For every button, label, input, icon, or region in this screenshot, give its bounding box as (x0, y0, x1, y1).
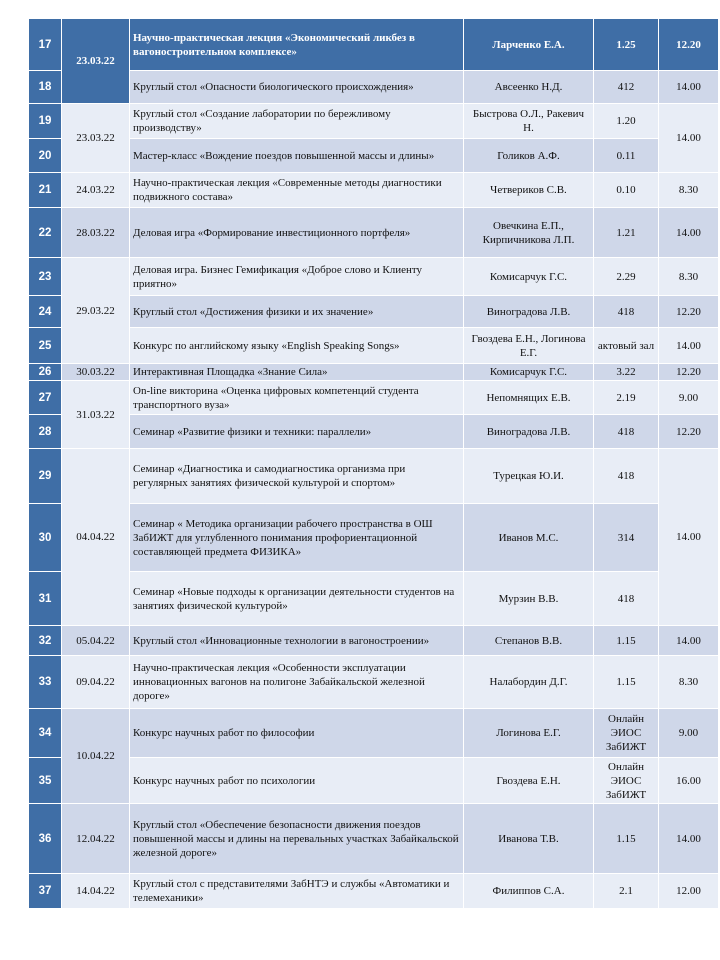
row-number: 33 (29, 656, 62, 709)
time-cell: 8.30 (659, 656, 719, 709)
table-row (29, 364, 719, 381)
event-cell: Мастер-класс «Вождение поездов повышенной массы и длины» (130, 139, 464, 173)
person-cell: Овечкина Е.П., Кирпичникова Л.П. (464, 208, 594, 258)
person-cell: Гвоздева Е.Н., Логинова Е.Г. (464, 328, 594, 364)
time-cell: 14.00 (659, 328, 719, 364)
row-number: 19 (29, 104, 62, 139)
row-number: 37 (29, 874, 62, 909)
event-cell: Деловая игра. Бизнес Гемификация «Доброе слово и Клиенту приятно» (130, 258, 464, 296)
time-cell: 12.20 (659, 19, 719, 71)
person-cell: Мурзин В.В. (464, 572, 594, 626)
table-row (29, 296, 719, 328)
event-cell: Круглый стол «Создание лаборатории по бережливому производству» (130, 104, 464, 139)
room-cell: 2.29 (594, 258, 659, 296)
table-row (29, 328, 719, 364)
table-row (29, 258, 719, 296)
event-cell: Конкурс научных работ по психологии (130, 758, 464, 804)
row-number: 34 (29, 709, 62, 758)
person-cell: Налабордин Д.Г. (464, 656, 594, 709)
time-cell: 14.00 (659, 104, 719, 173)
time-cell: 12.00 (659, 874, 719, 909)
table-row (29, 656, 719, 709)
event-cell: Семинар «Новые подходы к организации деятельности студентов на занятиях физической культурой» (130, 572, 464, 626)
room-cell: 1.15 (594, 656, 659, 709)
person-cell: Ларченко Е.А. (464, 19, 594, 71)
date-cell: 10.04.22 (62, 709, 130, 804)
date-cell: 09.04.22 (62, 656, 130, 709)
row-number: 29 (29, 449, 62, 504)
event-cell: Научно-практическая лекция «Экономический ликбез в вагоностроительном комплексе» (130, 19, 464, 71)
table-row (29, 626, 719, 656)
row-number: 35 (29, 758, 62, 804)
time-cell: 14.00 (659, 626, 719, 656)
time-cell: 9.00 (659, 381, 719, 415)
person-cell: Гвоздева Е.Н. (464, 758, 594, 804)
row-number: 24 (29, 296, 62, 328)
room-cell: Онлайн ЭИОС ЗабИЖТ (594, 709, 659, 758)
time-cell: 14.00 (659, 208, 719, 258)
room-cell: 418 (594, 572, 659, 626)
event-cell: Круглый стол «Инновационные технологии в вагоностроении» (130, 626, 464, 656)
row-number: 20 (29, 139, 62, 173)
table-row (29, 208, 719, 258)
event-cell: Круглый стол «Обеспечение безопасности движения поездов повышенной массы и длины на перевальных участках Забайкальской железной дороге» (130, 804, 464, 874)
row-number: 25 (29, 328, 62, 364)
event-cell: Круглый стол «Достижения физики и их значение» (130, 296, 464, 328)
event-cell: Конкурс по английскому языку «English Speaking Songs» (130, 328, 464, 364)
room-cell: актовый зал (594, 328, 659, 364)
time-cell: 14.00 (659, 449, 719, 626)
date-cell: 30.03.22 (62, 364, 130, 381)
room-cell: 1.15 (594, 804, 659, 874)
table-row (29, 572, 719, 626)
room-cell: 1.20 (594, 104, 659, 139)
row-number: 17 (29, 19, 62, 71)
person-cell: Степанов В.В. (464, 626, 594, 656)
person-cell: Быстрова О.Л., Ракевич Н. (464, 104, 594, 139)
date-cell: 05.04.22 (62, 626, 130, 656)
person-cell: Авсеенко Н.Д. (464, 71, 594, 104)
time-cell: 14.00 (659, 804, 719, 874)
table-row (29, 709, 719, 758)
table-row (29, 758, 719, 804)
row-number: 28 (29, 415, 62, 449)
table-row (29, 804, 719, 874)
room-cell: 0.11 (594, 139, 659, 173)
table-row (29, 139, 719, 173)
room-cell: 3.22 (594, 364, 659, 381)
time-cell: 12.20 (659, 364, 719, 381)
person-cell: Иванова Т.В. (464, 804, 594, 874)
row-number: 21 (29, 173, 62, 208)
person-cell: Филиппов С.А. (464, 874, 594, 909)
room-cell: 418 (594, 415, 659, 449)
time-cell: 9.00 (659, 709, 719, 758)
time-cell: 14.00 (659, 71, 719, 104)
person-cell: Иванов М.С. (464, 504, 594, 572)
room-cell: 1.21 (594, 208, 659, 258)
event-cell: Семинар «Диагностика и самодиагностика организма при регулярных занятиях физической культурой и спортом» (130, 449, 464, 504)
event-cell: Семинар « Методика организации рабочего пространства в ОШ ЗабИЖТ для углубленного понимания профориентационной составляющей предмета ФИЗИКА» (130, 504, 464, 572)
date-cell: 23.03.22 (62, 104, 130, 173)
event-cell: Деловая игра «Формирование инвестиционного портфеля» (130, 208, 464, 258)
table-row (29, 415, 719, 449)
room-cell: 1.25 (594, 19, 659, 71)
event-cell: Научно-практическая лекция «Современные методы диагностики подвижного состава» (130, 173, 464, 208)
date-cell: 04.04.22 (62, 449, 130, 626)
person-cell: Виноградова Л.В. (464, 415, 594, 449)
time-cell: 8.30 (659, 173, 719, 208)
row-number: 31 (29, 572, 62, 626)
event-cell: Семинар «Развитие физики и техники: параллели» (130, 415, 464, 449)
person-cell: Логинова Е.Г. (464, 709, 594, 758)
date-cell: 14.04.22 (62, 874, 130, 909)
event-cell: Научно-практическая лекция «Особенности эксплуатации инновационных вагонов на полигоне Забайкальской железной дороге» (130, 656, 464, 709)
room-cell: 314 (594, 504, 659, 572)
row-number: 32 (29, 626, 62, 656)
person-cell: Непомнящих Е.В. (464, 381, 594, 415)
row-number: 26 (29, 364, 62, 381)
person-cell: Комисарчук Г.С. (464, 258, 594, 296)
row-number: 23 (29, 258, 62, 296)
event-cell: Круглый стол «Опасности биологического происхождения» (130, 71, 464, 104)
room-cell: 0.10 (594, 173, 659, 208)
table-row (29, 504, 719, 572)
table-row (29, 71, 719, 104)
date-cell: 31.03.22 (62, 381, 130, 449)
date-cell: 23.03.22 (62, 19, 130, 104)
table-row (29, 449, 719, 504)
date-cell: 29.03.22 (62, 258, 130, 364)
person-cell: Виноградова Л.В. (464, 296, 594, 328)
event-cell: Интерактивная Площадка «Знание Сила» (130, 364, 464, 381)
table-row (29, 874, 719, 909)
person-cell: Четвериков С.В. (464, 173, 594, 208)
event-cell: On-line викторина «Оценка цифровых компетенций студента транспортного вуза» (130, 381, 464, 415)
time-cell: 12.20 (659, 415, 719, 449)
time-cell: 16.00 (659, 758, 719, 804)
room-cell: 412 (594, 71, 659, 104)
person-cell: Турецкая Ю.И. (464, 449, 594, 504)
event-cell: Конкурс научных работ по философии (130, 709, 464, 758)
room-cell: 1.15 (594, 626, 659, 656)
room-cell: 2.1 (594, 874, 659, 909)
room-cell: 418 (594, 296, 659, 328)
row-number: 18 (29, 71, 62, 104)
row-number: 22 (29, 208, 62, 258)
event-cell: Круглый стол с представителями ЗабНТЭ и службы «Автоматики и телемеханики» (130, 874, 464, 909)
table-row (29, 173, 719, 208)
date-cell: 12.04.22 (62, 804, 130, 874)
table-row (29, 381, 719, 415)
time-cell: 8.30 (659, 258, 719, 296)
table-row (29, 19, 719, 71)
time-cell: 12.20 (659, 296, 719, 328)
room-cell: Онлайн ЭИОС ЗабИЖТ (594, 758, 659, 804)
row-number: 36 (29, 804, 62, 874)
schedule-table (28, 18, 719, 909)
person-cell: Голиков А.Ф. (464, 139, 594, 173)
row-number: 30 (29, 504, 62, 572)
person-cell: Комисарчук Г.С. (464, 364, 594, 381)
room-cell: 418 (594, 449, 659, 504)
table-row (29, 104, 719, 139)
room-cell: 2.19 (594, 381, 659, 415)
row-number: 27 (29, 381, 62, 415)
date-cell: 24.03.22 (62, 173, 130, 208)
date-cell: 28.03.22 (62, 208, 130, 258)
